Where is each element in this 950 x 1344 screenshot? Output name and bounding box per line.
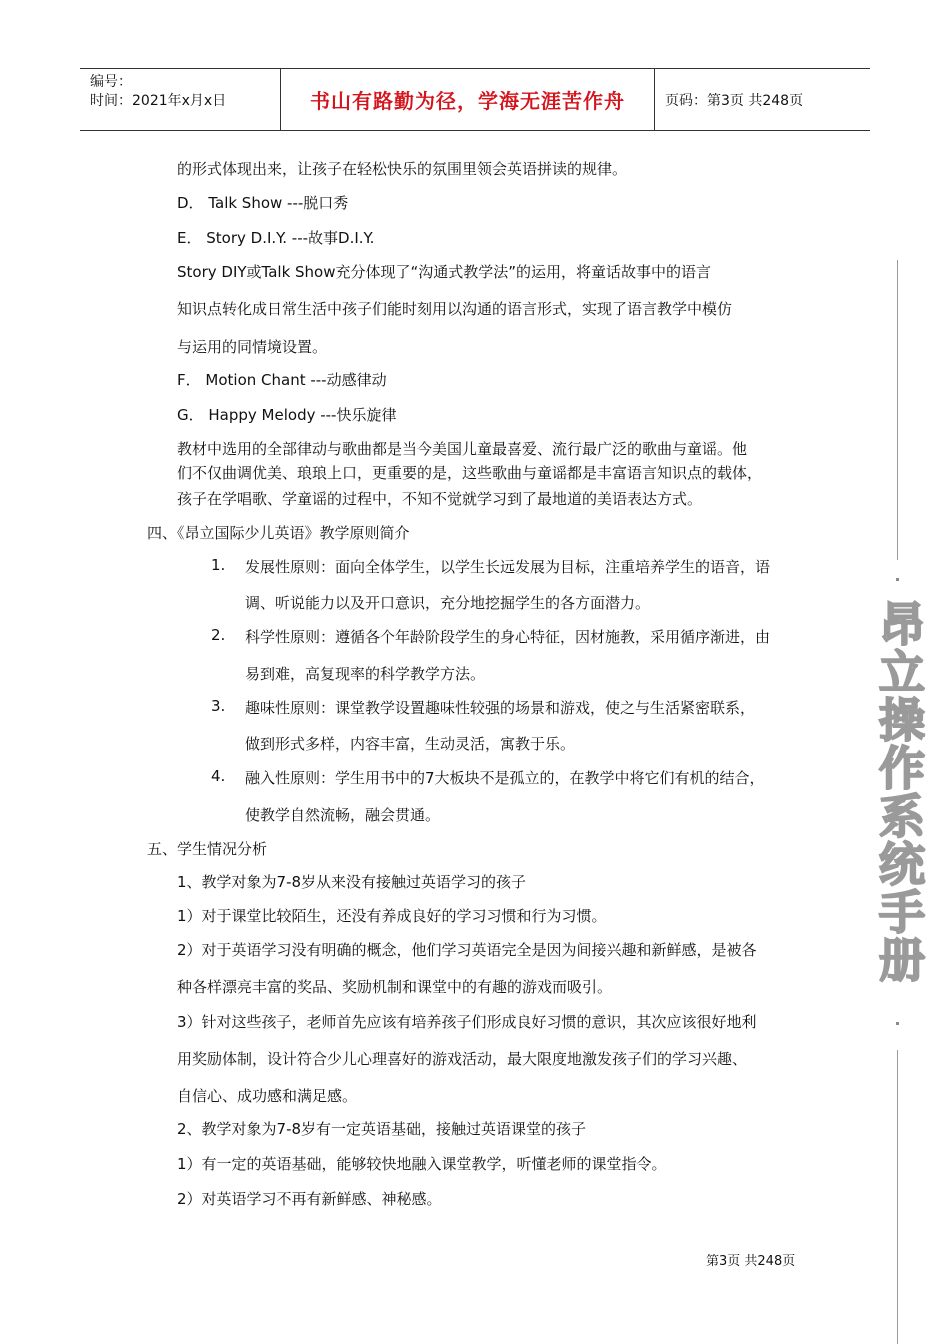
paragraph-line: 2）对英语学习不再有新鲜感、神秘感。 — [177, 1190, 442, 1208]
date-label: 时间：2021年x月x日 — [90, 93, 227, 109]
paragraph-line: 的形式体现出来，让孩子在轻松快乐的氛围里领会英语拼读的规律。 — [177, 160, 628, 178]
list-number: 2. — [211, 626, 226, 644]
paragraph-line: 种各样漂亮丰富的奖品、奖励机制和课堂中的有趣的游戏而吸引。 — [177, 978, 613, 996]
paragraph-line: 自信心、成功感和满足感。 — [177, 1087, 358, 1105]
page-footer: 第3页 共248页 — [706, 1254, 796, 1269]
list-item-g: G． Happy Melody ---快乐旋律 — [177, 406, 397, 424]
paragraph-line: Story DIY或Talk Show充分体现了“沟通式教学法”的运用，将童话故事中的语言 — [177, 263, 712, 281]
side-rule — [897, 260, 898, 560]
principle-text: 调、听说能力以及开口意识，充分地挖掘学生的各方面潜力。 — [245, 594, 651, 612]
page-label: 页码：第3页 共248页 — [665, 92, 804, 109]
list-number: 4. — [211, 767, 226, 785]
subheading: 2、教学对象为7-8岁有一定英语基础，接触过英语课堂的孩子 — [177, 1120, 587, 1138]
principle-text: 易到难，高复现率的科学教学方法。 — [245, 665, 486, 683]
paragraph-line: 1）对于课堂比较陌生，还没有养成良好的学习习惯和行为习惯。 — [177, 907, 607, 925]
side-dot — [896, 578, 899, 581]
motto: 书山有路勤为径，学海无涯苦作舟 — [310, 89, 625, 113]
paragraph-line: 们不仅曲调优美、琅琅上口，更重要的是，这些歌曲与童谣都是丰富语言知识点的载体， — [177, 464, 763, 482]
paragraph-line: 与运用的同情境设置。 — [177, 338, 328, 356]
paragraph-line: 孩子在学唱歌、学童谣的过程中，不知不觉就学习到了最地道的美语表达方式。 — [177, 490, 703, 508]
list-item-d: D． Talk Show ---脱口秀 — [177, 194, 349, 212]
header-meta — [80, 69, 281, 130]
paragraph-line: 用奖励体制，设计符合少儿心理喜好的游戏活动，最大限度地激发孩子们的学习兴趣、 — [177, 1050, 748, 1068]
list-item-e: E． Story D.I.Y. ---故事D.I.Y. — [177, 229, 375, 247]
paragraph-line: 知识点转化成日常生活中孩子们能时刻用以沟通的语言形式，实现了语言教学中模仿 — [177, 300, 733, 318]
list-item-f: F． Motion Chant ---动感律动 — [177, 371, 387, 389]
paragraph-line: 教材中选用的全部律动与歌曲都是当今美国儿童最喜爱、流行最广泛的歌曲与童谣。他 — [177, 440, 748, 458]
list-number: 3. — [211, 697, 226, 715]
side-rule — [897, 1050, 898, 1344]
principle-text: 融入性原则：学生用书中的7大板块不是孤立的，在教学中将它们有机的结合， — [245, 769, 765, 787]
header-motto-cell — [281, 69, 655, 130]
header-page-cell — [655, 69, 870, 130]
section-heading: 五、学生情况分析 — [147, 840, 268, 858]
principle-text: 使教学自然流畅，融会贯通。 — [245, 806, 441, 824]
subheading: 1、教学对象为7-8岁从来没有接触过英语学习的孩子 — [177, 873, 527, 891]
number-label: 编号： — [90, 74, 132, 90]
paragraph-line: 3）针对这些孩子，老师首先应该有培养孩子们形成良好习惯的意识，其次应该很好地利 — [177, 1013, 757, 1031]
principle-text: 做到形式多样，内容丰富，生动灵活，寓教于乐。 — [245, 735, 576, 753]
principle-text: 趣味性原则：课堂教学设置趣味性较强的场景和游戏，使之与生活紧密联系， — [245, 699, 756, 717]
header-table — [80, 68, 870, 131]
side-dot — [896, 1022, 899, 1025]
side-brand-text: 昂立操作系统手册 — [872, 600, 926, 984]
principle-text: 科学性原则：遵循各个年龄阶段学生的身心特征，因材施教，采用循序渐进，由 — [245, 628, 771, 646]
section-heading: 四、《昂立国际少儿英语》教学原则简介 — [147, 524, 410, 542]
paragraph-line: 1）有一定的英语基础，能够较快地融入课堂教学，听懂老师的课堂指令。 — [177, 1155, 667, 1173]
list-number: 1. — [211, 556, 226, 574]
principle-text: 发展性原则：面向全体学生，以学生长远发展为目标，注重培养学生的语音，语 — [245, 558, 771, 576]
paragraph-line: 2）对于英语学习没有明确的概念，他们学习英语完全是因为间接兴趣和新鲜感，是被各 — [177, 941, 757, 959]
